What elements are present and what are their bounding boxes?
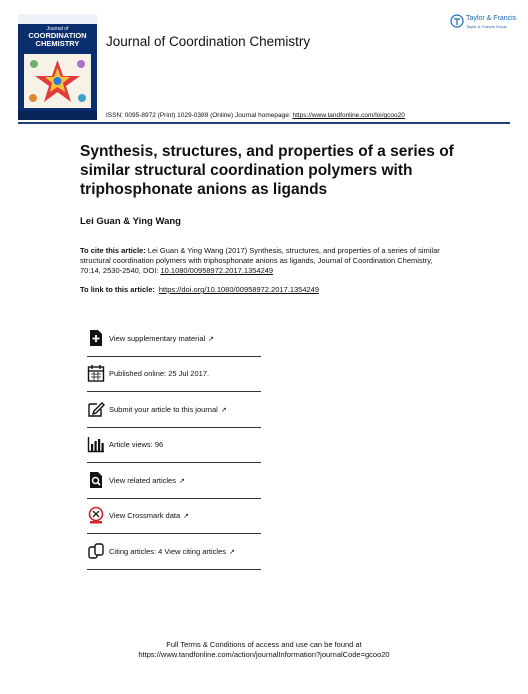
article-link-label: To link to this article: <box>80 285 155 294</box>
supplementary-material-item[interactable] <box>87 322 261 357</box>
article-authors: Lei Guan & Ying Wang <box>80 216 181 227</box>
article-views-item <box>87 428 261 463</box>
footer-terms-text: Full Terms & Conditions of access and use can be found at <box>166 640 362 649</box>
bar-chart-icon <box>87 435 105 453</box>
citation-block <box>80 246 450 276</box>
published-online-item <box>87 357 261 392</box>
crossmark-icon <box>87 506 105 524</box>
related-articles-item[interactable] <box>87 464 261 499</box>
citing-articles-item[interactable] <box>87 535 261 570</box>
external-link-icon: ↗ <box>178 478 185 485</box>
header-divider <box>18 122 510 124</box>
citation-doi-link[interactable]: 10.1080/00958972.2017.1354249 <box>160 266 274 275</box>
submit-article-label: Submit your article to this journal <box>109 405 218 414</box>
crossmark-item[interactable] <box>87 499 261 534</box>
issn-line <box>106 112 405 119</box>
citation-text: Lei Guan & Ying Wang (2017) Synthesis, structures, and properties of a series of similar structural coordination polymers with triphosphonate anions as ligands, Journal of Coordination Chemistry, 70:14, 2530-2540, DOI: <box>80 246 440 275</box>
footer-terms-link[interactable]: https://www.tandfonline.com/action/journalInformation?journalCode=gcoo20 <box>138 650 390 659</box>
journal-name: Journal of Coordination Chemistry <box>106 34 311 49</box>
taylor-francis-logo-icon <box>450 14 464 28</box>
journal-homepage-link[interactable]: https://www.tandfonline.com/loi/gcoo20 <box>292 112 405 119</box>
publisher-subtitle: Taylor & Francis Group <box>466 24 507 29</box>
edit-icon <box>87 400 105 418</box>
cover-title-line1: COORDINATION <box>28 31 87 40</box>
journal-cover-image <box>18 14 97 120</box>
external-link-icon: ↗ <box>229 549 235 556</box>
citing-articles-label: Citing articles: 4 View citing articles <box>109 547 226 556</box>
publisher-name: Taylor & Francis <box>466 15 517 22</box>
citing-icon <box>87 542 105 560</box>
article-views-label: Article views: 96 <box>109 440 164 449</box>
related-articles-label: View related articles <box>109 476 176 485</box>
citation-label: To cite this article: <box>80 246 146 255</box>
cover-title-line2: CHEMISTRY <box>35 39 80 48</box>
external-link-icon: ↗ <box>183 513 190 520</box>
search-document-icon <box>87 471 105 489</box>
external-link-icon: ↗ <box>220 407 227 414</box>
crossmark-label: View Crossmark data <box>109 511 181 520</box>
published-online-label: Published online: 25 Jul 2017. <box>109 369 210 378</box>
supplementary-material-label: View supplementary material <box>109 334 206 343</box>
submit-article-item[interactable] <box>87 393 261 428</box>
calendar-icon <box>87 364 105 382</box>
article-link-line <box>80 285 319 294</box>
article-title: Synthesis, structures, and properties of a series of similar structural coordination polymers with triphosphonate anions as ligands <box>80 143 454 198</box>
cover-journal-of: Journal of <box>46 26 69 32</box>
external-link-icon: ↗ <box>208 336 215 343</box>
issn-text: ISSN: 0095-8972 (Print) 1029-0389 (Online) Journal homepage: <box>106 112 293 119</box>
cover-artwork <box>24 54 91 108</box>
plus-document-icon <box>87 329 105 347</box>
article-doi-link[interactable]: https://doi.org/10.1080/00958972.2017.1354249 <box>158 285 320 294</box>
